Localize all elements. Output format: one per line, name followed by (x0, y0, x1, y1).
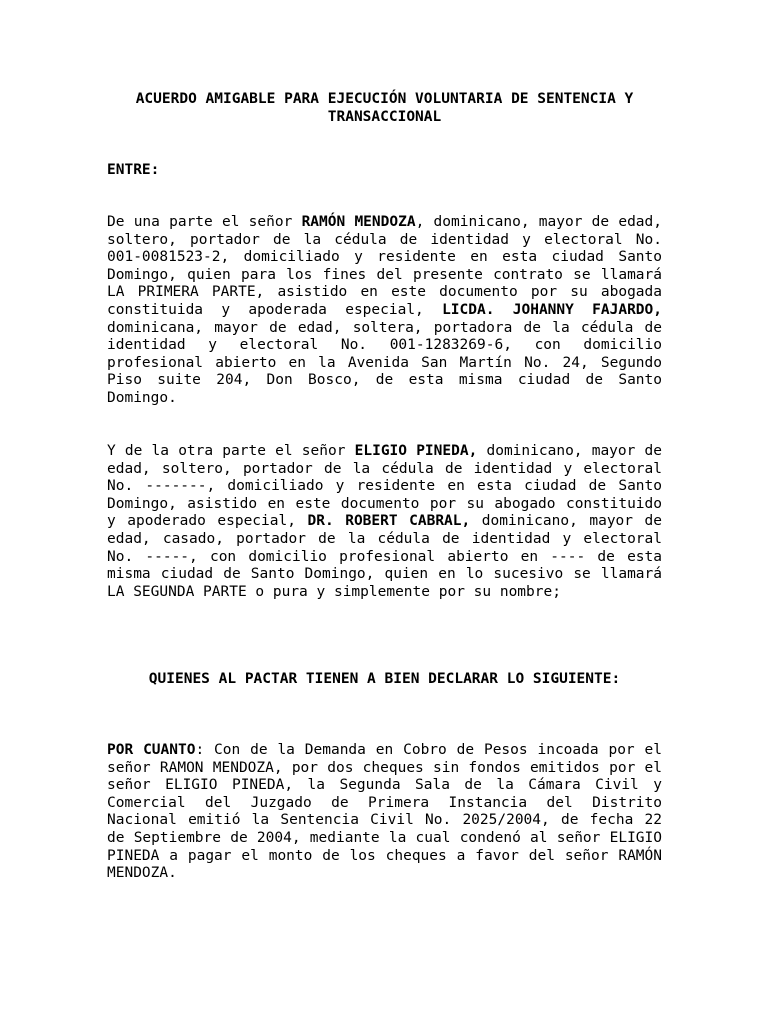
declare-heading (107, 671, 662, 689)
document-title (107, 91, 662, 126)
p2-name-robert: DR. ROBERT CABRAL, (307, 513, 471, 530)
p3-text: : Con de la Demanda en Cobro de Pesos incoada por el señor RAMON MENDOZA, por dos cheques sin fondos emitidos por el señor ELIGIO PINEDA, la Segunda Sala de la Cámara Civil y Comercial del Juzgado de Primera Instancia del Distrito Nacional emitió la Sentencia Civil No. 2025/2004, de fecha 22 de Septiembre de 2004, mediante la cual condenó al señor ELIGIO PINEDA a pagar el monto de los cheques a favor del señor RAMÓN MENDOZA. (107, 742, 662, 882)
p1-text-3: dominicana, mayor de edad, soltera, portadora de la cédula de identidad y electoral No. 001-1283269-6, con domicilio profesional abierto en la Avenida San Martín No. 24, Segundo Piso suite 204, Don Bosco, de esta misma ciudad de Santo Domingo. (107, 319, 662, 406)
paragraph-second-party (107, 443, 662, 601)
declare-heading-text: QUIENES AL PACTAR TIENEN A BIEN DECLARAR LO SIGUIENTE: (148, 671, 621, 687)
p2-text-2: dominicano, mayor de edad, soltero, portador de la cédula de identidad y electoral No. -------, domiciliado y residente en esta ciudad de Santo Domingo, asistido en este documento por su abogado constituido y apoderado especial, (107, 443, 663, 530)
entre-heading (107, 162, 662, 180)
p2-text-3: dominicano, mayor de edad, casado, portador de la cédula de identidad y electoral No. -----, con domicilio profesional abierto en ---- de esta misma ciudad de Santo Domingo, quien en lo sucesivo se llamará LA SEGUNDA PARTE o pura y simplemente por su nombre; (107, 513, 663, 600)
entre-label: ENTRE: (107, 162, 160, 178)
p1-text-1: De una parte el señor (107, 214, 302, 230)
title-line-1: ACUERDO AMIGABLE PARA EJECUCIÓN VOLUNTARIA DE SENTENCIA Y (135, 91, 634, 107)
paragraph-por-cuanto (107, 742, 662, 883)
paragraph-first-party (107, 214, 662, 408)
p1-text-2: , dominicano, mayor de edad, soltero, portador de la cédula de identidad y electoral No. 001-0081523-2, domiciliado y residente en esta ciudad Santo Domingo, quien para los fines del presente contrato se llamará LA PRIMERA PARTE, asistido en este documento por su abogada constituida y apoderada especial, (107, 214, 662, 318)
p2-text-1: Y de la otra parte el señor (107, 443, 355, 459)
p2-name-eligio: ELIGIO PINEDA, (354, 443, 478, 459)
p1-name-ramon: RAMÓN MENDOZA (301, 214, 416, 230)
p1-name-johanny: LICDA. JOHANNY FAJARDO, (442, 301, 662, 318)
title-line-2: TRANSACCIONAL (327, 108, 442, 125)
p3-por-cuanto-label: POR CUANTO (107, 742, 196, 758)
